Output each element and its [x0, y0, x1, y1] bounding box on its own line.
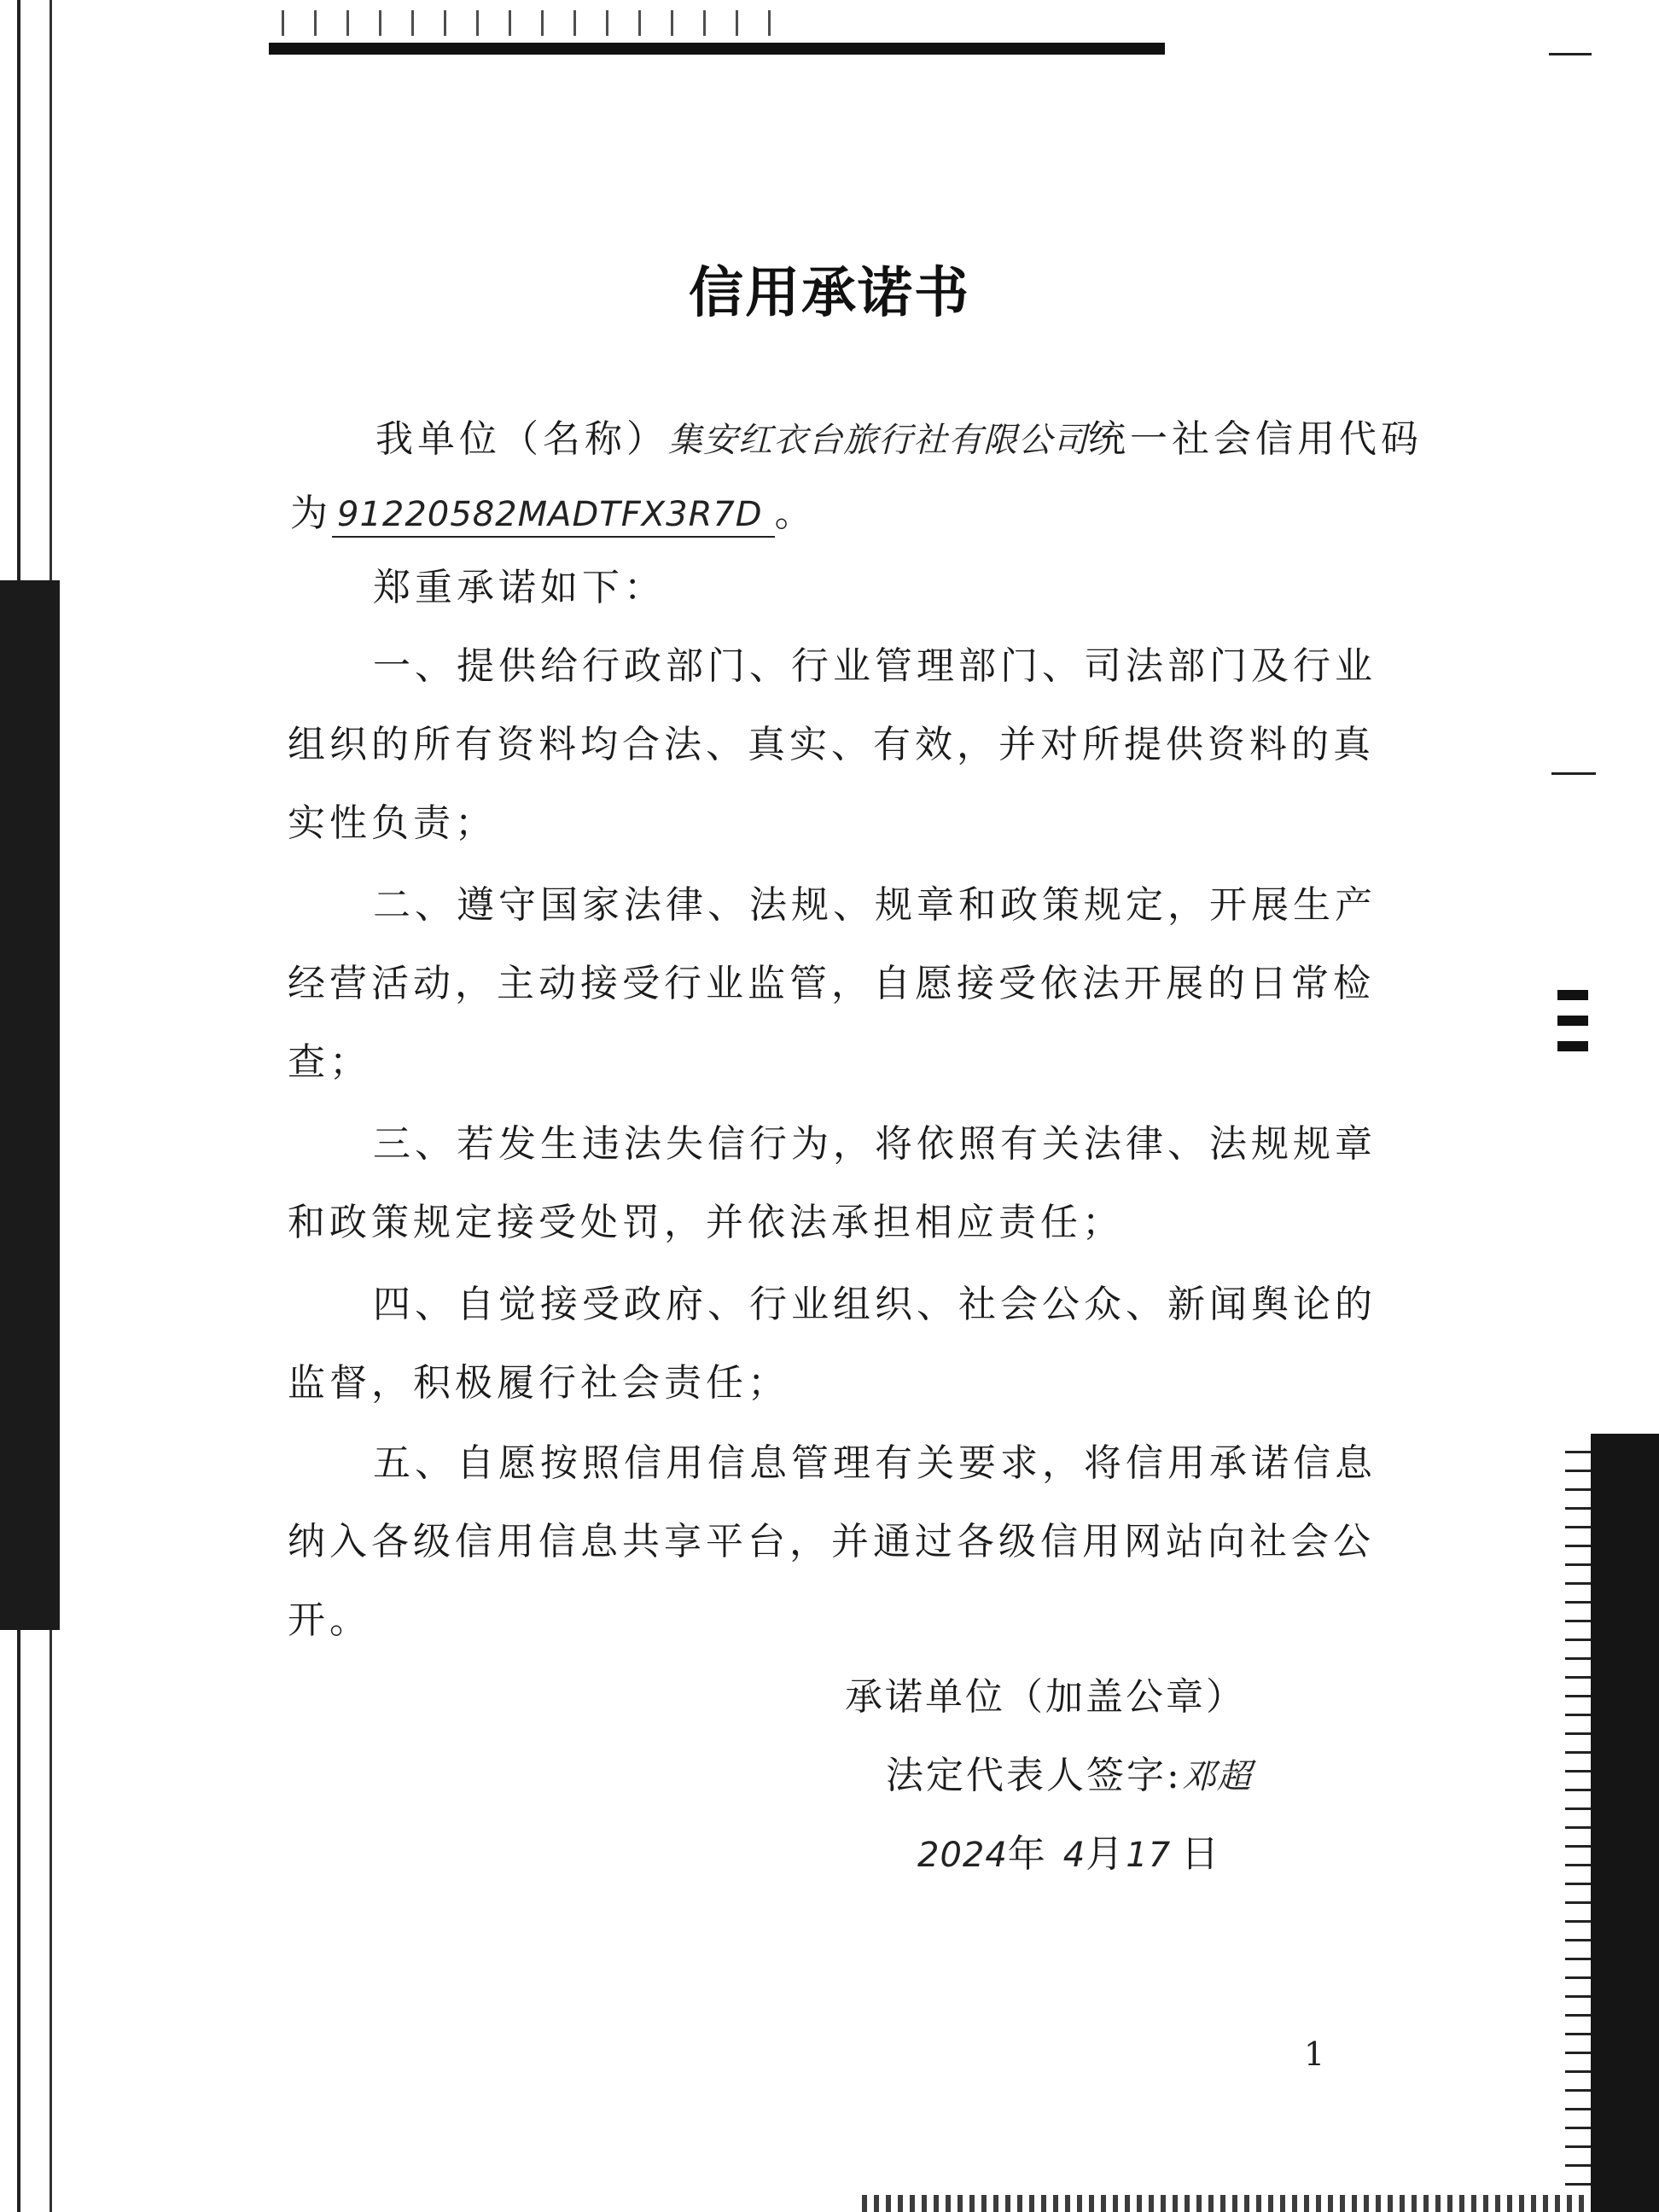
scan-artifact-right-line-top — [1549, 53, 1592, 55]
body-line: 查； — [288, 1040, 371, 1084]
body-line: 经营活动，主动接受行业监管，自愿接受依法开展的日常检 — [288, 962, 1375, 1005]
scan-artifact-left-bar — [0, 580, 60, 1630]
legal-rep-line — [886, 1744, 1252, 1799]
legal-rep-signature: 邓超 — [1181, 1757, 1252, 1796]
date-day: 17 — [1126, 1836, 1172, 1875]
scan-artifact-right-marks — [1557, 990, 1588, 1051]
scan-artifact-top-ticks — [282, 10, 794, 36]
legal-rep-label: 法定代表人签字: — [886, 1754, 1182, 1797]
date-line — [917, 1823, 1221, 1877]
intro-prefix: 我单位（名称） — [375, 417, 668, 461]
body-line: 监督，积极履行社会责任； — [288, 1361, 789, 1405]
code-prefix: 为 — [290, 492, 332, 535]
date-month-label: 月 — [1086, 1832, 1126, 1876]
date-month: 4 — [1062, 1836, 1086, 1875]
commitment-unit-label: 承诺单位（加盖公章） — [845, 1675, 1246, 1719]
body-line: 一、提供给行政部门、行业管理部门、司法部门及行业 — [373, 644, 1377, 688]
body-line: 五、自愿按照信用信息管理有关要求，将信用承诺信息 — [373, 1441, 1377, 1485]
date-day-label: 日 — [1181, 1832, 1222, 1876]
credit-code-handwritten: 91220582MADTFX3R7D — [332, 495, 775, 538]
scan-artifact-right-line — [1551, 772, 1596, 775]
body-line: 和政策规定接受处罚，并依法承担相应责任； — [288, 1201, 1124, 1244]
scan-artifact-bottom — [862, 2195, 1591, 2212]
page-number: 1 — [1304, 2035, 1325, 2073]
promise-intro: 郑重承诺如下： — [373, 566, 666, 609]
intro-suffix: 统一社会信用代码 — [1088, 417, 1423, 461]
body-line: 实性负责； — [288, 801, 497, 845]
body-line: 组织的所有资料均合法、真实、有效，并对所提供资料的真 — [288, 723, 1375, 766]
credit-code-line — [290, 482, 817, 537]
body-line: 纳入各级信用信息共享平台，并通过各级信用网站向社会公 — [288, 1520, 1375, 1563]
scan-artifact-top — [269, 43, 1165, 55]
body-line: 二、遵守国家法律、法规、规章和政策规定，开展生产 — [373, 883, 1377, 927]
document-title: 信用承诺书 — [689, 262, 970, 325]
company-name-handwritten: 集安红衣台旅行社有限公司 — [668, 421, 1088, 460]
date-year: 2024 — [917, 1836, 1008, 1875]
body-line: 开。 — [288, 1598, 371, 1642]
body-line: 四、自觉接受政府、行业组织、社会公众、新闻舆论的 — [373, 1283, 1377, 1326]
date-year-label: 年 — [1007, 1832, 1048, 1876]
body-line: 三、若发生违法失信行为，将依照有关法律、法规规章 — [373, 1122, 1377, 1166]
scan-artifact-right-bar — [1591, 1434, 1659, 2212]
scan-artifact-right-ticks — [1565, 1451, 1591, 2202]
intro-line — [375, 408, 1423, 463]
code-suffix: 。 — [774, 492, 817, 535]
